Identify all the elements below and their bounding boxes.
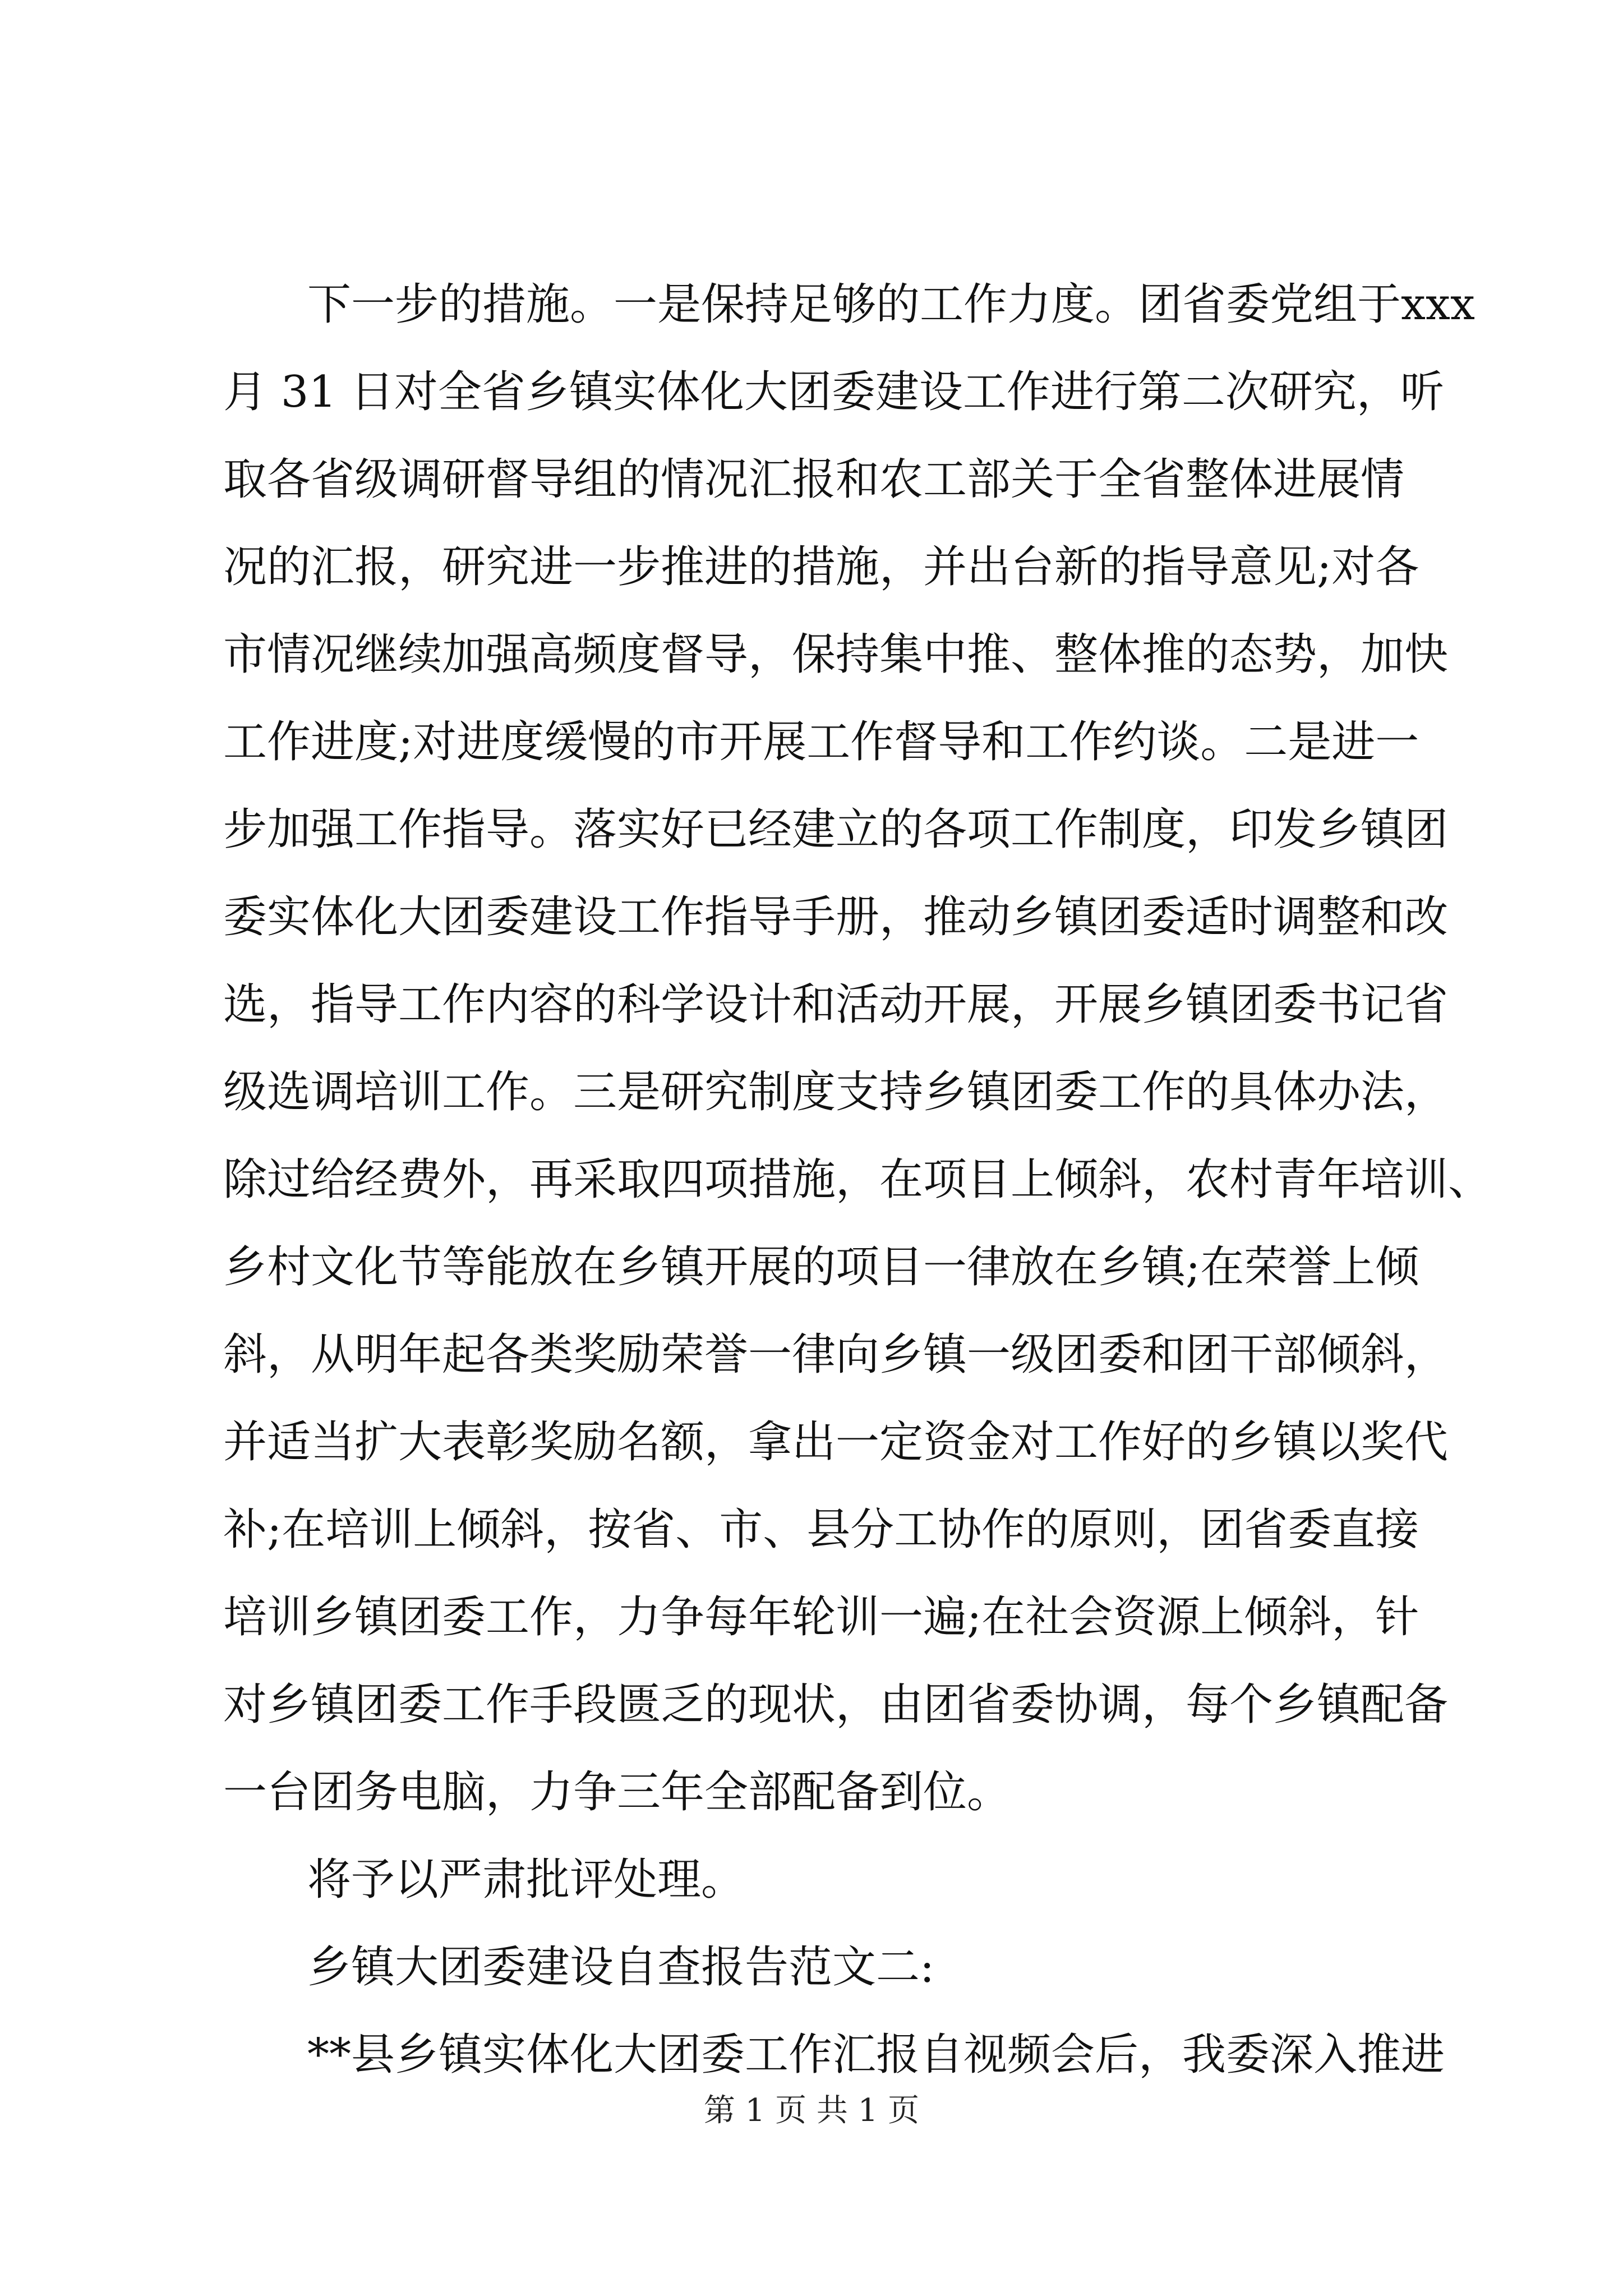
paragraph-line: 市情况继续加强高频度督导，保持集中推、整体推的态势，加快	[223, 629, 1449, 680]
paragraph-line: 一台团务电脑，力争三年全部配备到位。	[223, 1767, 1011, 1818]
section-heading: 乡镇大团委建设自查报告范文二:	[307, 1942, 935, 1993]
page-footer: 第 1 页 共 1 页	[703, 2092, 920, 2129]
paragraph-line: 月 31 日对全省乡镇实体化大团委建设工作进行第二次研究，听	[223, 367, 1444, 417]
paragraph-line: 选，指导工作内容的科学设计和活动开展，开展乡镇团委书记省	[223, 979, 1449, 1030]
paragraph-line: 取各省级调研督导组的情况汇报和农工部关于全省整体进展情	[223, 454, 1405, 505]
paragraph-line: 对乡镇团委工作手段匮乏的现状，由团省委协调，每个乡镇配备	[223, 1680, 1449, 1730]
paragraph-line: 委实体化大团委建设工作指导手册，推动乡镇团委适时调整和改	[223, 892, 1449, 942]
paragraph-line: 将予以严肃批评处理。	[307, 1855, 745, 1905]
paragraph-line: 补;在培训上倾斜，按省、市、县分工协作的原则，团省委直接	[223, 1504, 1419, 1555]
paragraph-line: 步加强工作指导。落实好已经建立的各项工作制度，印发乡镇团	[223, 804, 1449, 855]
paragraph-line: 并适当扩大表彰奖励名额，拿出一定资金对工作好的乡镇以奖代	[223, 1417, 1449, 1467]
paragraph-line: 级选调培训工作。三是研究制度支持乡镇团委工作的具体办法，	[223, 1067, 1449, 1117]
paragraph-line: 工作进度;对进度缓慢的市开展工作督导和工作约谈。二是进一	[223, 717, 1419, 767]
paragraph-line: 斜，从明年起各类奖励荣誉一律向乡镇一级团委和团干部倾斜，	[223, 1329, 1449, 1380]
document-body	[223, 261, 1492, 2099]
paragraph-line: 培训乡镇团委工作，力争每年轮训一遍;在社会资源上倾斜，针	[223, 1592, 1419, 1642]
paragraph-line: 除过给经费外，再采取四项措施，在项目上倾斜，农村青年培训、	[223, 1154, 1492, 1205]
paragraph-line: 况的汇报，研究进一步推进的措施，并出台新的指导意见;对各	[223, 542, 1419, 592]
paragraph-line: **县乡镇实体化大团委工作汇报自视频会后，我委深入推进	[307, 2030, 1445, 2080]
paragraph-line: 下一步的措施。一是保持足够的工作力度。团省委党组于xxx	[307, 279, 1475, 330]
paragraph-line: 乡村文化节等能放在乡镇开展的项目一律放在乡镇;在荣誉上倾	[223, 1242, 1419, 1292]
